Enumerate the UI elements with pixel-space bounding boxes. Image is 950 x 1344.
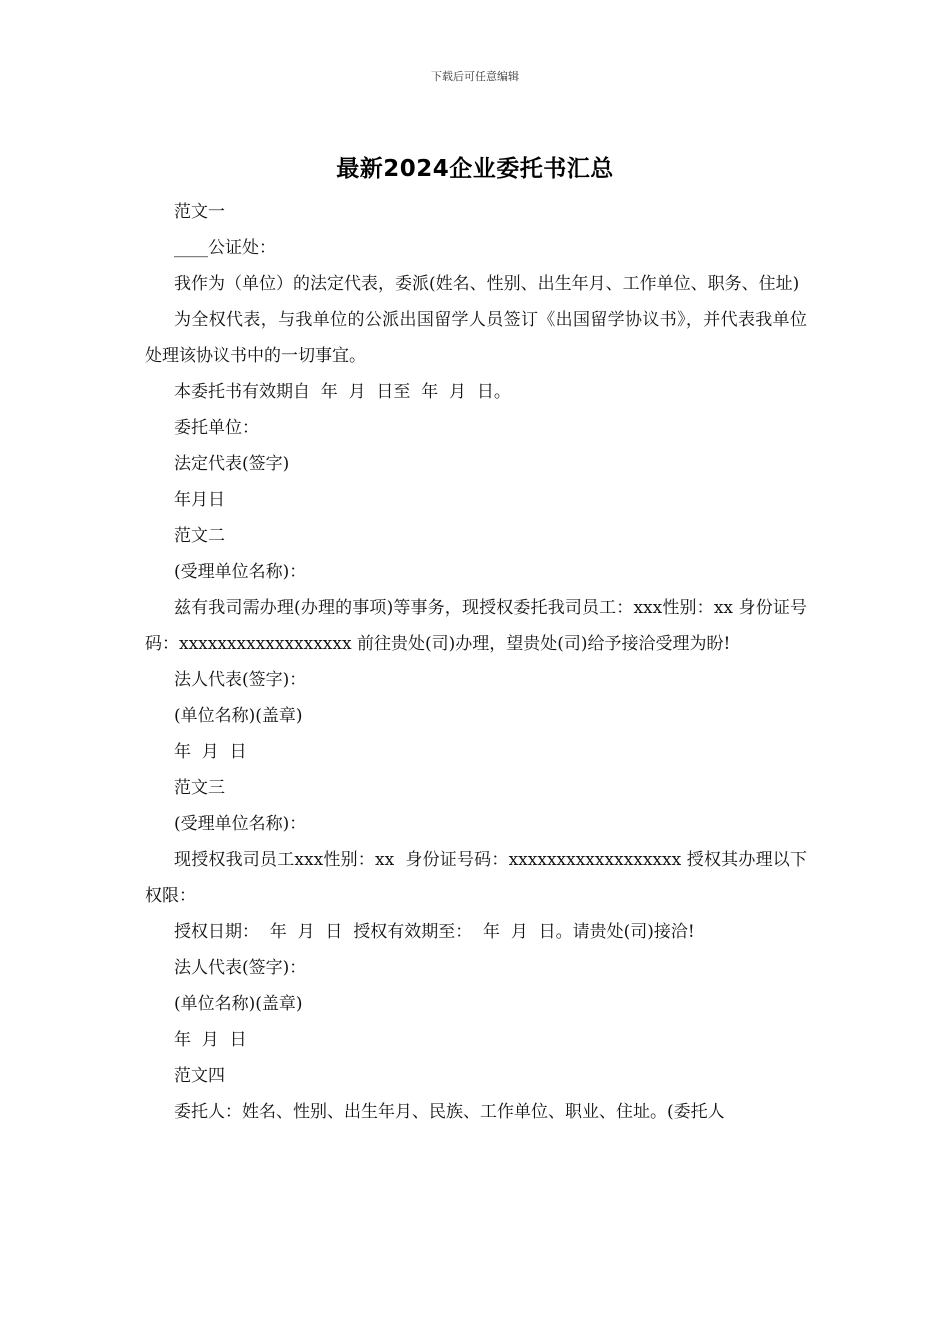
paragraph: (单位名称)(盖章): [174, 706, 303, 726]
paragraph: (受理单位名称)：: [174, 814, 307, 834]
document-body: [145, 194, 807, 1130]
paragraph: 年 月 日: [174, 1030, 247, 1050]
paragraph: 年 月 日: [174, 742, 247, 762]
paragraph: 法定代表(签字): [174, 454, 290, 474]
paragraph: 为全权代表，与我单位的公派出国留学人员签订《出国留学协议书》，并代表我单位处理该协议书中的一切事宜。: [145, 310, 807, 366]
paragraph: (受理单位名称)：: [174, 562, 307, 582]
document-title: 最新2024企业委托书汇总: [336, 156, 614, 182]
paragraph: ____公证处：: [174, 238, 276, 258]
paragraph: 本委托书有效期自 年 月 日至 年 月 日。: [174, 382, 511, 402]
paragraph: 范文四: [174, 1066, 225, 1086]
paragraph: 委托人：姓名、性别、出生年月、民族、工作单位、职业、住址。(委托人: [174, 1102, 725, 1122]
paragraph: 年月日: [174, 490, 225, 510]
paragraph: 授权日期： 年 月 日 授权有效期至： 年 月 日。请贵处(司)接洽!: [174, 922, 695, 942]
paragraph: (单位名称)(盖章): [174, 994, 303, 1014]
paragraph: 范文一: [174, 202, 225, 222]
paragraph: 我作为（单位）的法定代表，委派(姓名、性别、出生年月、工作单位、职务、住址): [174, 274, 800, 294]
paragraph: 现授权我司员工xxx性别：xx 身份证号码：xxxxxxxxxxxxxxxxxx 授权其办理以下权限：: [145, 850, 807, 906]
paragraph: 兹有我司需办理(办理的事项)等事务，现授权委托我司员工：xxx性别：xx 身份证号码：xxxxxxxxxxxxxxxxxx 前往贵处(司)办理，望贵处(司)给予接洽受理为盼!: [145, 598, 807, 654]
paragraph: 范文二: [174, 526, 225, 546]
header-note: 下载后可任意编辑: [431, 70, 519, 83]
paragraph: 范文三: [174, 778, 225, 798]
paragraph: 法人代表(签字)：: [174, 670, 307, 690]
paragraph: 委托单位：: [174, 418, 259, 438]
paragraph: 法人代表(签字)：: [174, 958, 307, 978]
